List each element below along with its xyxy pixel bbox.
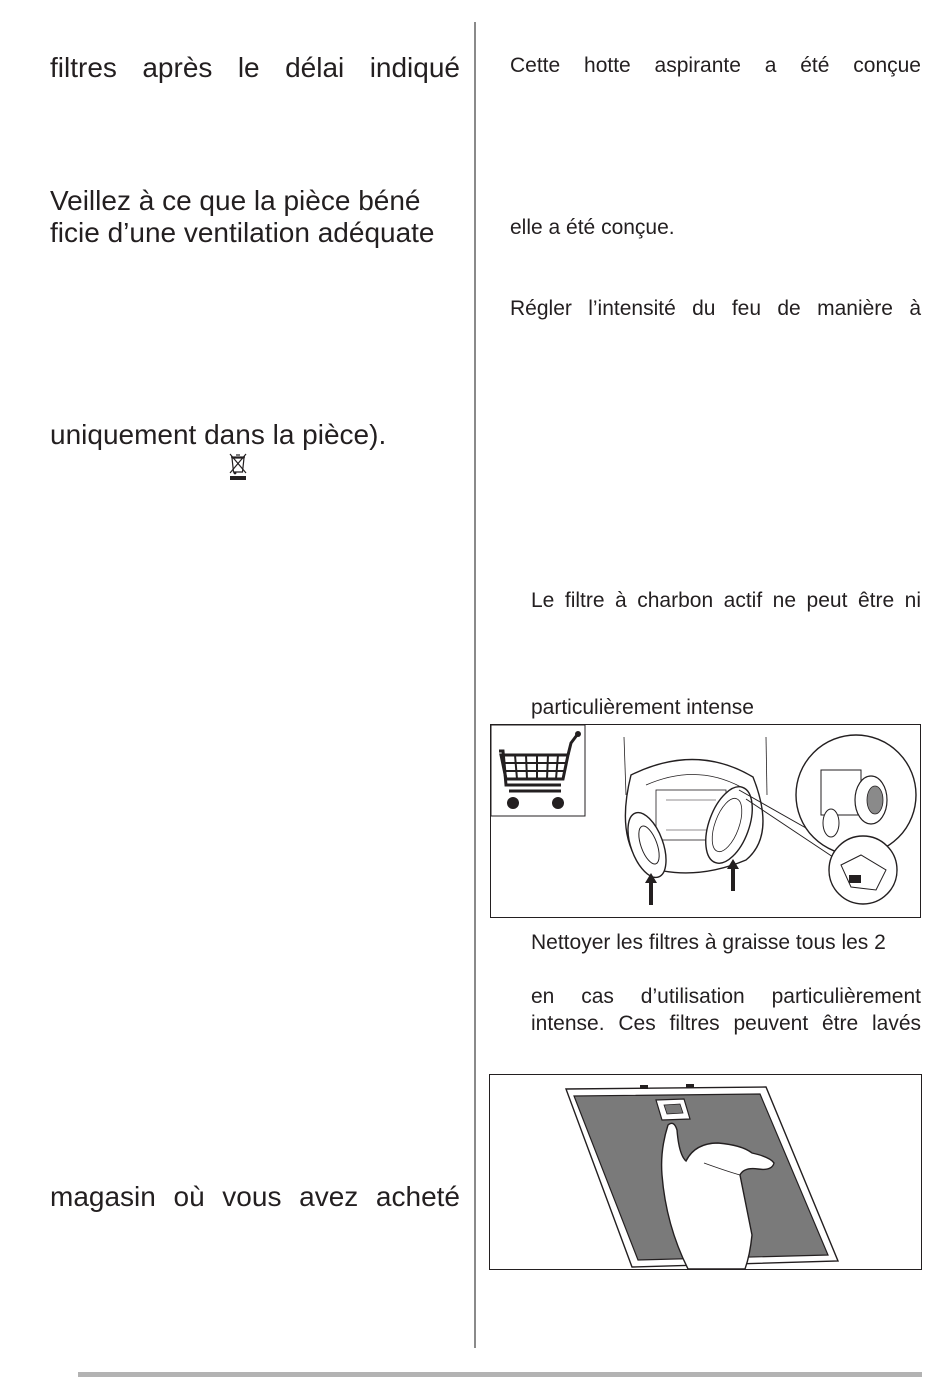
right-text-line: Régler l’intensité du feu de manière à — [510, 297, 921, 320]
column-divider — [474, 22, 476, 1348]
right-text-line: intense. Ces filtres peuvent être lavés — [531, 1012, 921, 1035]
right-text-line: elle a été conçue. — [510, 216, 675, 239]
left-text-line: filtres après le délai indiqué — [50, 52, 460, 83]
left-text-line: uniquement dans la pièce). — [50, 419, 387, 450]
shopping-cart-icon — [491, 725, 585, 816]
carbon-filter-figure — [490, 724, 921, 918]
right-text-line: Nettoyer les filtres à graisse tous les 2 — [531, 931, 886, 954]
left-text-line: magasin où vous avez acheté — [50, 1181, 460, 1212]
right-text-line: Cette hotte aspirante a été conçue — [510, 54, 921, 77]
right-text-line: en cas d’utilisation particulièrement — [531, 985, 921, 1008]
footer-rule — [78, 1372, 922, 1377]
crossed-out-wheelie-bin-icon — [227, 452, 249, 482]
left-text-line: Veillez à ce que la pièce béné — [50, 185, 421, 216]
right-text-line: Le filtre à charbon actif ne peut être ni — [531, 589, 921, 612]
right-text-line: particulièrement intense — [531, 696, 754, 719]
left-text-line: ficie d’une ventilation adéquate — [50, 217, 435, 248]
grease-filter-figure — [489, 1074, 922, 1270]
